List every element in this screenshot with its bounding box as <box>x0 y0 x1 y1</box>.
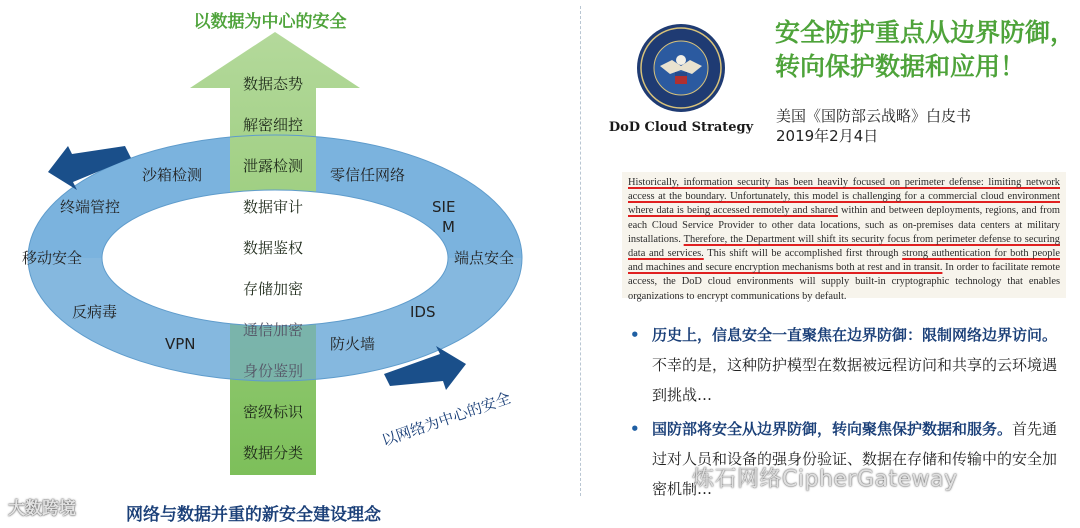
excerpt-plain: within and between deployments, regions, and from each Cloud Service Provider to other data locations, such as on-premises data centers at military installations. <box>628 205 1060 245</box>
column-label: 数据审计 <box>242 198 304 216</box>
dod-seal <box>608 22 754 146</box>
column-label: 密级标识 <box>242 403 304 421</box>
divider <box>580 6 581 496</box>
seal-caption: DoD Cloud Strategy <box>608 120 754 135</box>
dod-seal-icon <box>608 22 754 118</box>
column-label: 身份鉴别 <box>242 362 304 380</box>
column-label: 存储加密 <box>242 280 304 298</box>
diagram-caption: 网络与数据并重的新安全建设理念 <box>126 505 381 525</box>
column-label: 数据鉴权 <box>242 239 304 257</box>
column-label: 泄露检测 <box>242 157 304 175</box>
ring-label: 零信任网络 <box>330 166 406 184</box>
watermark-right: 炼石网络CipherGateway <box>692 467 958 492</box>
bullet-rest: 首先通过对人员和设备的强身份验证、数据在存储和传输中的安全加密机制… <box>652 420 1058 498</box>
bullet-rest: 不幸的是，这种防护模型在数据被远程访问和共享的云环境遇到挑战… <box>652 356 1058 404</box>
excerpt-highlight: strong authentication for both people and machines and secure encryption mechanisms both at rest and in transit. <box>628 248 1060 274</box>
ring-label: 移动安全 <box>22 249 83 267</box>
bullet-dot-icon: • <box>630 420 640 438</box>
bullet-item <box>630 320 1070 410</box>
document-excerpt <box>622 172 1066 302</box>
subtitle-source: 美国《国防部云战略》白皮书 <box>776 107 972 125</box>
panel-title-line2: 转向保护数据和应用！ <box>775 52 1026 81</box>
panel-title <box>775 16 1075 84</box>
ring-label: 沙箱检测 <box>142 166 203 184</box>
network-centric-label: 以网络为中心的安全 <box>379 388 513 450</box>
column-label: 通信加密 <box>242 321 304 339</box>
excerpt-highlight: Unfortunately, this model is challenging for a commercial cloud environment where data is being accessed remotely and shared <box>628 191 1060 217</box>
excerpt-plain: This shift will be accomplished first through <box>703 248 903 260</box>
bullet-bold: 国防部将安全从边界防御，转向聚焦保护数据和服务。 <box>652 420 1013 438</box>
ring-label: 反病毒 <box>72 303 118 321</box>
column-label: 数据分类 <box>242 444 304 462</box>
ring-label: M <box>442 218 455 236</box>
panel-title-line1: 安全防护重点从边界防御， <box>775 18 1076 47</box>
excerpt-plain: In order to facilitate remote access, the DoD cloud environments will supply built-in cryptographic technology that enables organizations to encrypt communications by default. <box>628 262 1061 302</box>
data-centric-title: 以数据为中心的安全 <box>193 12 347 32</box>
ring-label: VPN <box>165 335 196 353</box>
ring-label: SIE <box>432 198 456 216</box>
ring-label: 防火墙 <box>330 335 376 353</box>
subtitle-date: 2019年2月4日 <box>776 127 879 145</box>
bullet-dot-icon: • <box>630 326 640 344</box>
ring-label: 终端管控 <box>60 198 121 216</box>
excerpt-text <box>628 176 1060 304</box>
ring-label: 端点安全 <box>454 249 515 267</box>
excerpt-highlight: Historically, information security has been heavily focused on perimeter defense: limiting network access at the boundary. <box>628 177 1060 203</box>
column-label: 数据态势 <box>242 75 304 93</box>
ring-label: IDS <box>410 303 436 321</box>
bullet-bold: 历史上，信息安全一直聚焦在边界防御：限制网络边界访问。 <box>652 326 1058 344</box>
column-label: 解密细控 <box>242 116 304 134</box>
excerpt-highlight: Therefore, the Department will shift its security focus from perimeter defense to securing data and services. <box>628 233 1060 260</box>
watermark-left: 大数跨境 <box>8 499 76 519</box>
